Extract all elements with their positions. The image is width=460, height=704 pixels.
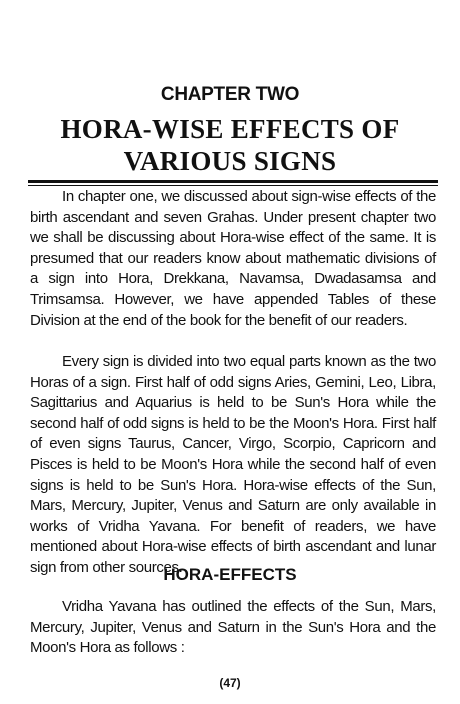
chapter-title-line-2: VARIOUS SIGNS [123,146,337,176]
paragraph-hora-effects-text: Vridha Yavana has outlined the effects of the Sun, Mars, Mercury, Jupiter, Venus and Saturn in the Sun's Hora and the Moon's Hora as follows : [30,598,436,657]
title-divider-thin [28,185,438,186]
chapter-title [0,113,460,177]
title-divider-thick [28,180,438,183]
paragraph-horas [30,352,436,579]
page-number: (47) [219,676,241,690]
paragraph-horas-text: Every sign is divided into two equal parts known as the two Horas of a sign. First half of odd signs Aries, Gemini, Leo, Libra, Sagittarius and Aquarius is held to be Sun's Hora while the second half of odd signs is held to be the Moon's Hora. First half of even signs Taurus, Cancer, Virgo, Scorpio, Capricorn and Pisces is held to be Moon's Hora while the second half of even signs is held to be Sun's Hora. Hora-wise effects of the Sun, Mars, Mercury, Jupiter, Venus and Saturn are only available in works of Vridha Yavana. For benefit of readers, we have mentioned about Hora-wise effects of birth ascendant and lunar sign from other sources. [30,353,436,576]
paragraph-intro [30,187,436,331]
chapter-title-line-1: HORA-WISE EFFECTS OF [60,114,400,144]
chapter-label: CHAPTER TWO [160,84,300,105]
paragraph-hora-effects [30,597,436,659]
paragraph-intro-text: In chapter one, we discussed about sign-wise effects of the birth ascendant and seven Grahas. Under present chapter two we shall be discussing about Hora-wise effect of the same. It is presumed that our readers know about mathematic divisions of a sign into Hora, Drekkana, Navamsa, Dwadasamsa and Trimsamsa. However, we have appended Tables of these Division at the end of the book for the benefit of our readers. [30,188,436,329]
section-heading: HORA-EFFECTS [163,565,297,584]
